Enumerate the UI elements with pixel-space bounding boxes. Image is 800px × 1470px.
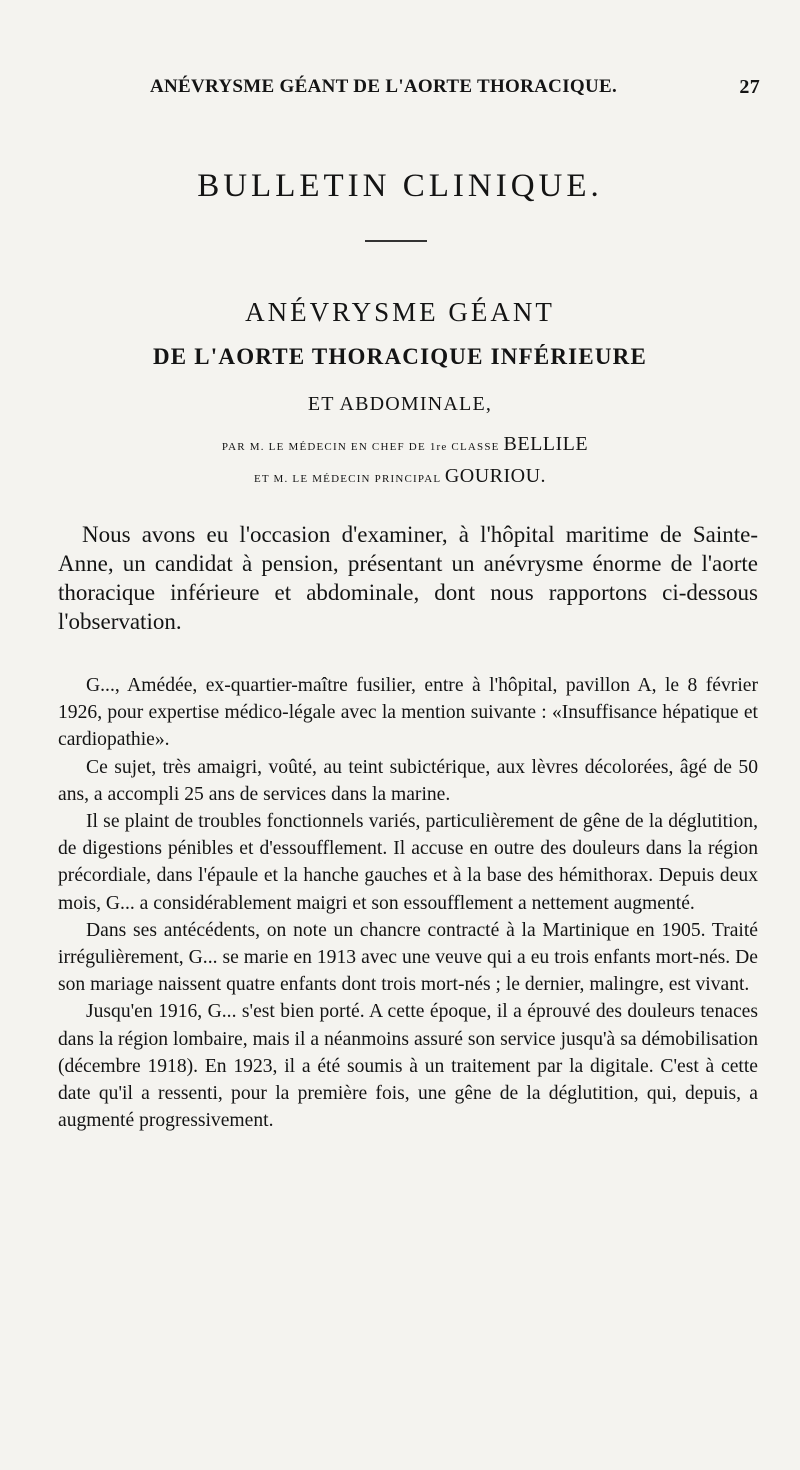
intro-paragraph: Nous avons eu l'occasion d'examiner, à l'hôpital maritime de Sainte-Anne, un candidat à pension, présentant un anévrysme énorme de l'aorte thoracique inférieure et abdominale, dont nous rapportons ci-dessous l'observation.	[58, 522, 758, 634]
article-title-line3: ET ABDOMINALE,	[307, 393, 493, 415]
running-title: ANÉVRYSME GÉANT DE L'AORTE THORACIQUE.	[150, 76, 618, 97]
body-paragraph-5: Jusqu'en 1916, G... s'est bien porté. A cette époque, il a éprouvé des douleurs tenaces dans la région lombaire, mais il a néanmoins assuré son service jusqu'à sa démobilisation (décembre 1918). En 1923, il a été soumis à un traitement par la digitale. C'est à cette date qu'il a ressenti, pour la première fois, une gêne de la déglutition, qui, depuis, a augmenté progressivement.	[58, 1001, 758, 1132]
body-paragraph-2: Ce sujet, très amaigri, voûté, au teint subictérique, aux lèvres décolorées, âgé de 50 ans, a accompli 25 ans de services dans la marine.	[58, 756, 758, 805]
byline-second-name: GOURIOU.	[444, 465, 547, 487]
byline-second-author	[30, 465, 770, 488]
section-heading: BULLETIN CLINIQUE.	[197, 168, 603, 204]
body-paragraph-4: Dans ses antécédents, on note un chancre contracté à la Martinique en 1905. Traité irrégulièrement, G... se marie en 1913 avec une veuve qui a eu trois enfants mort-nés. De son mariage naissent quatre enfants dont trois mort-nés ; le dernier, malingre, est vivant.	[58, 919, 758, 996]
byline-first-author	[90, 433, 720, 456]
body-text	[58, 672, 758, 1134]
article-title-line1: ANÉVRYSME GÉANT	[245, 297, 555, 327]
intro-block	[58, 520, 758, 636]
byline-first-name: BELLILE	[503, 433, 589, 455]
divider-rule	[365, 240, 427, 242]
running-head	[150, 76, 760, 106]
article-title-line2: DE L'AORTE THORACIQUE INFÉRIEURE	[152, 344, 648, 369]
body-paragraph-1: G..., Amédée, ex-quartier-maître fusilier, entre à l'hôpital, pavillon A, le 8 février 1926, pour expertise médico-légale avec la mention suivante : «Insuffisance hépatique et cardiopathie».	[58, 675, 758, 751]
body-paragraph-3: Il se plaint de troubles fonctionnels variés, particulièrement de gêne de la déglutition, de digestions pénibles et d'essoufflement. Il accuse en outre des douleurs dans la région précordiale, dans l'épaule et la hanche gauches et à la base des hémithorax. Depuis deux mois, G... a considérablement maigri et son essoufflement a nettement augmenté.	[58, 811, 758, 914]
byline-second-prefix: ET M. LE MÉDECIN PRINCIPAL	[253, 473, 441, 485]
page-number: 27	[739, 76, 760, 98]
byline-first-prefix: PAR M. LE MÉDECIN EN CHEF DE 1re CLASSE	[221, 441, 500, 453]
